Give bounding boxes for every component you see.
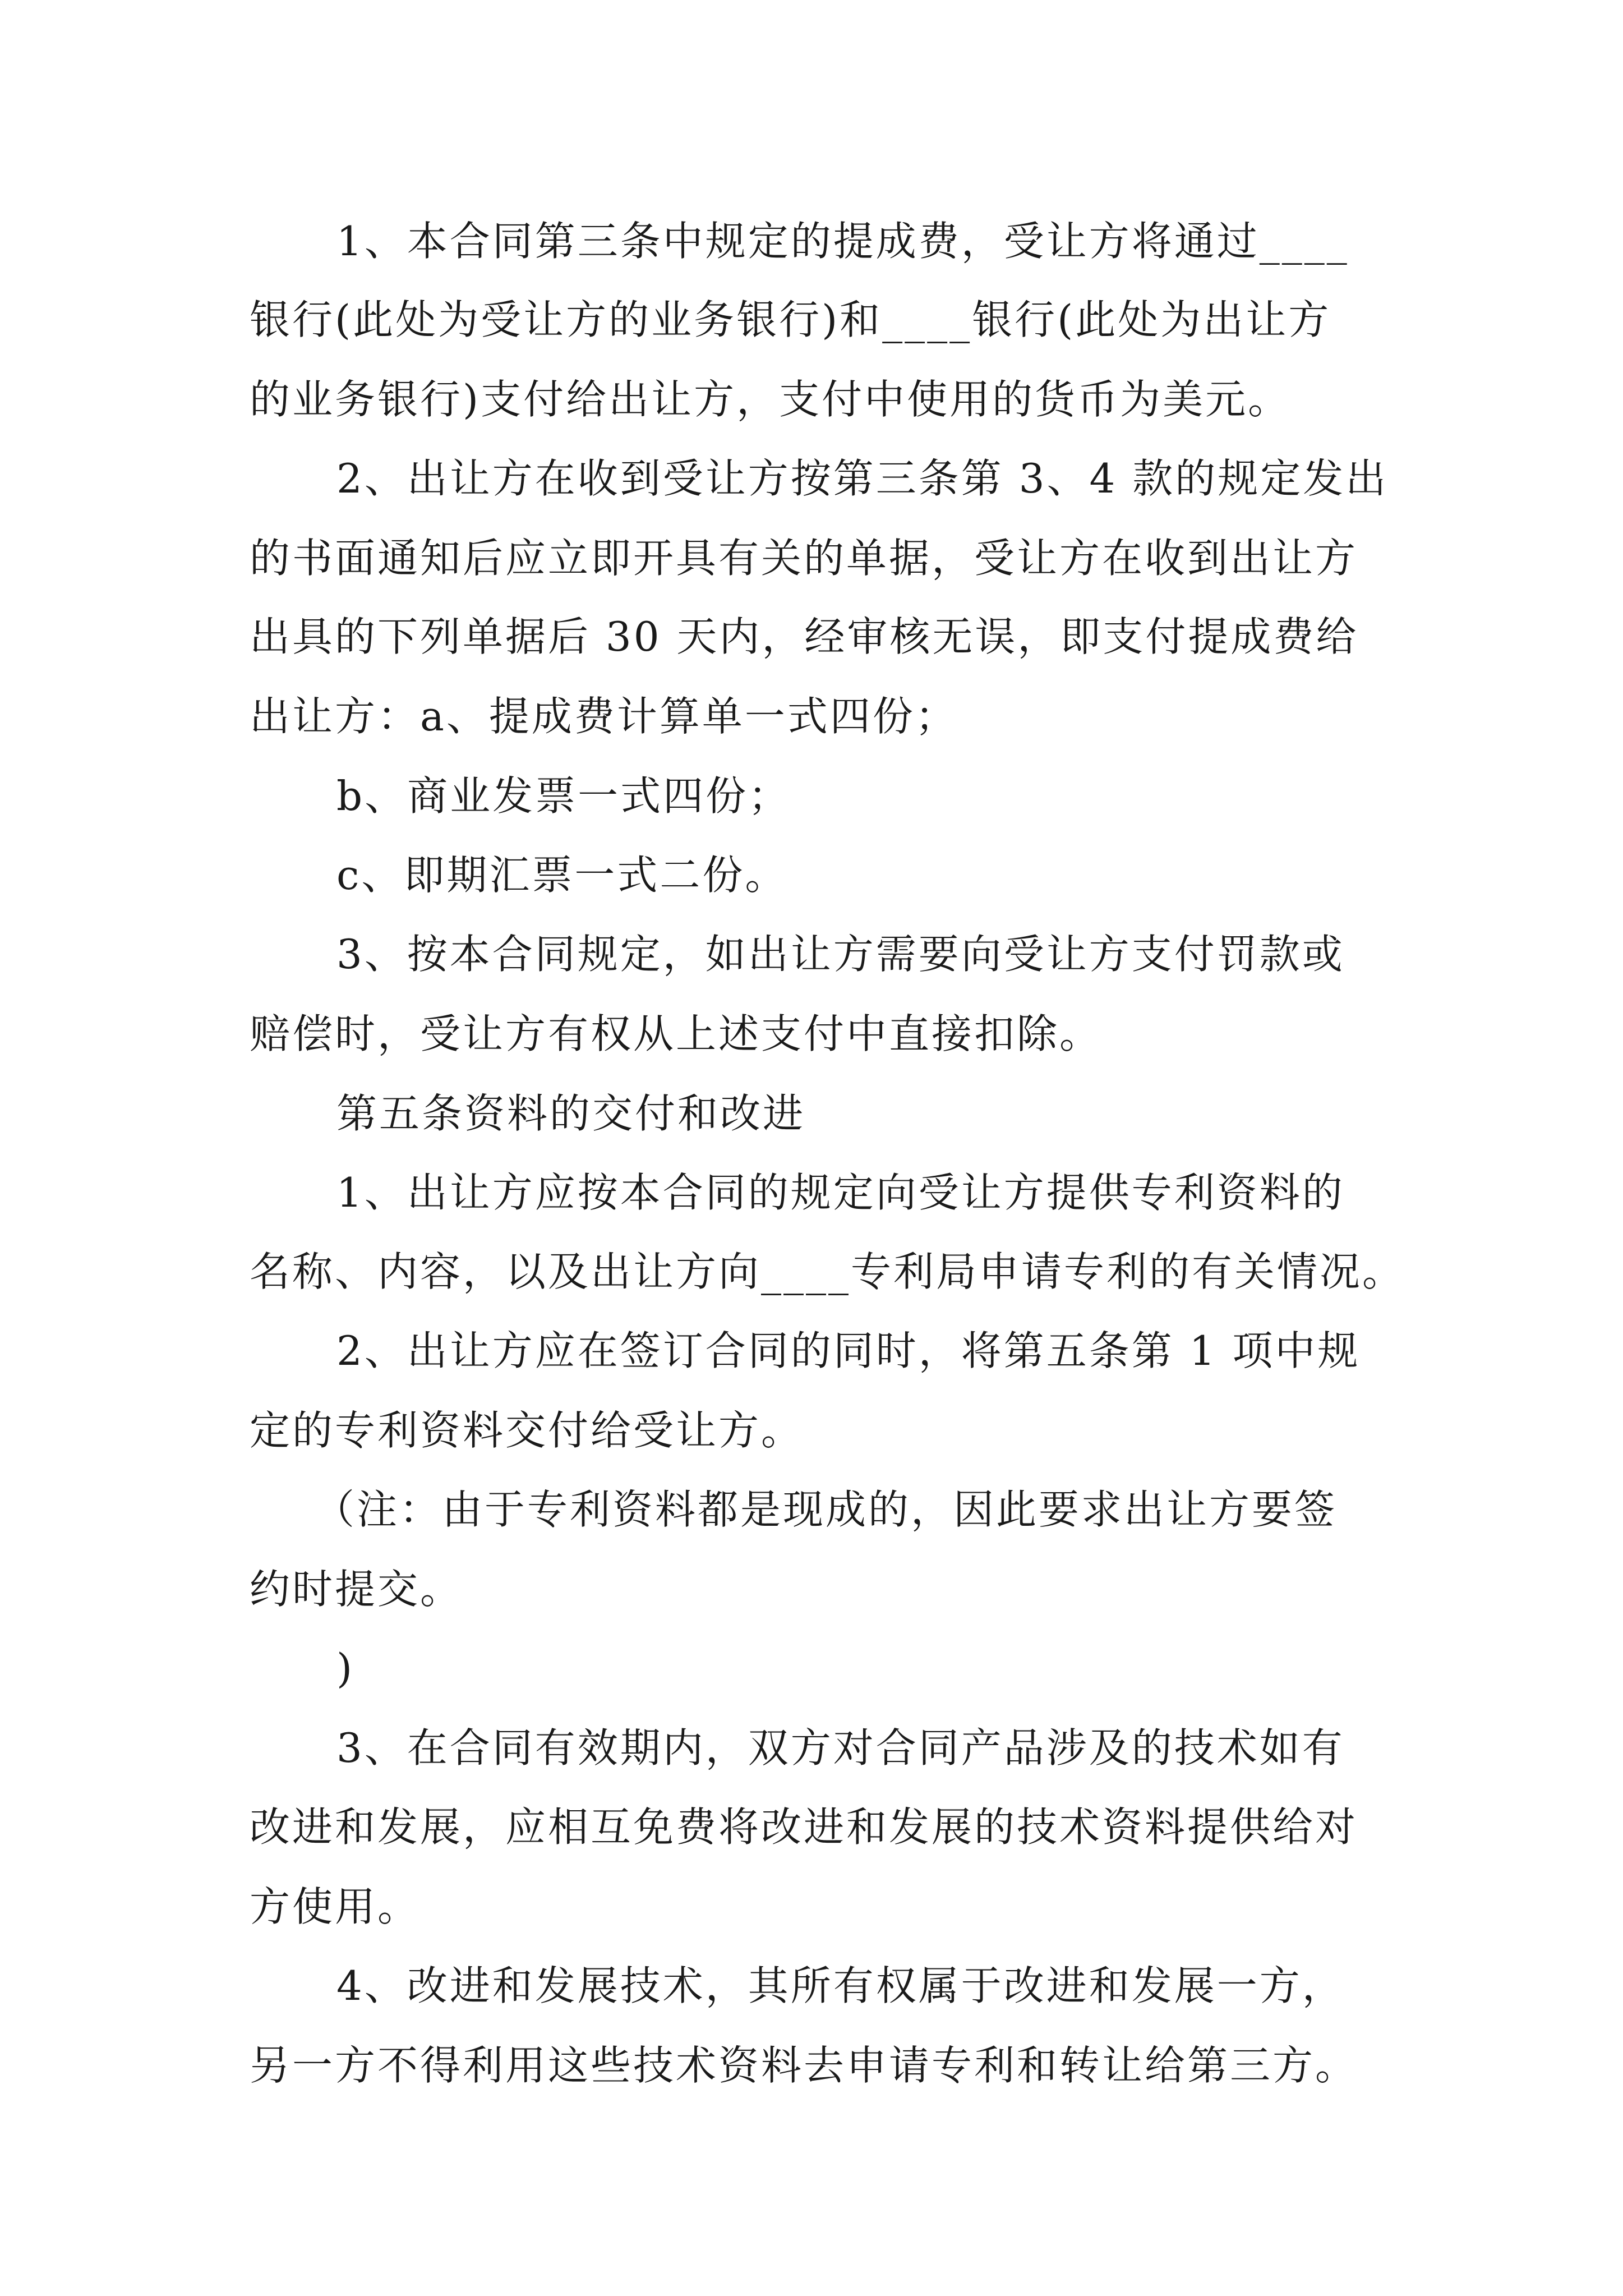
paragraph-line: 3、在合同有效期内，双方对合同产品涉及的技术如有 [336, 1724, 1345, 1772]
paragraph-line: 出让方：a、提成费计算单一式四份； [250, 693, 958, 740]
paragraph-line: 4、改进和发展技术，其所有权属于改进和发展一方， [336, 1962, 1345, 2009]
paragraph-line: 2、出让方在收到受让方按第三条第 3、4 款的规定发出 [336, 455, 1389, 502]
paragraph-line: 另一方不得利用这些技术资料去申请专利和转让给第三方。 [250, 2042, 1358, 2089]
note-line: 约时提交。 [250, 1566, 463, 1613]
paragraph-line: c、即期汇票一式二份。 [336, 852, 788, 899]
section-heading: 第五条资料的交付和改进 [336, 1090, 806, 1137]
paragraph-line: 1、本合同第三条中规定的提成费，受让方将通过____ [336, 218, 1349, 265]
paragraph-line: 银行(此处为受让方的业务银行)和____银行(此处为出让方 [250, 296, 1331, 343]
paragraph-line: 赔偿时，受让方有权从上述支付中直接扣除。 [250, 1010, 1103, 1057]
paragraph-line: 1、出让方应按本合同的规定向受让方提供专利资料的 [336, 1169, 1345, 1216]
paragraph-line: b、商业发票一式四份； [336, 772, 791, 820]
paragraph-line: 2、出让方应在签订合同的同时，将第五条第 1 项中规 [336, 1327, 1361, 1374]
paragraph-line: 3、按本合同规定，如出让方需要向受让方支付罚款或 [336, 931, 1345, 978]
paragraph-line: 定的专利资料交付给受让方。 [250, 1407, 804, 1454]
paragraph-line: 改进和发展，应相互免费将改进和发展的技术资料提供给对 [250, 1803, 1358, 1851]
note-line: （注：由于专利资料都是现成的，因此要求出让方要签 [314, 1486, 1338, 1533]
paragraph-line: 出具的下列单据后 30 天内，经审核无误，即支付提成费给 [250, 613, 1359, 660]
paragraph-line: 的业务银行)支付给出让方，支付中使用的货币为美元。 [250, 376, 1291, 423]
paragraph-line: 名称、内容，以及出让方向____专利局申请专利的有关情况。 [250, 1248, 1405, 1295]
paragraph-line: 方使用。 [250, 1883, 421, 1930]
note-line: ) [336, 1645, 355, 1692]
paragraph-line: 的书面通知后应立即开具有关的单据，受让方在收到出让方 [250, 535, 1358, 582]
